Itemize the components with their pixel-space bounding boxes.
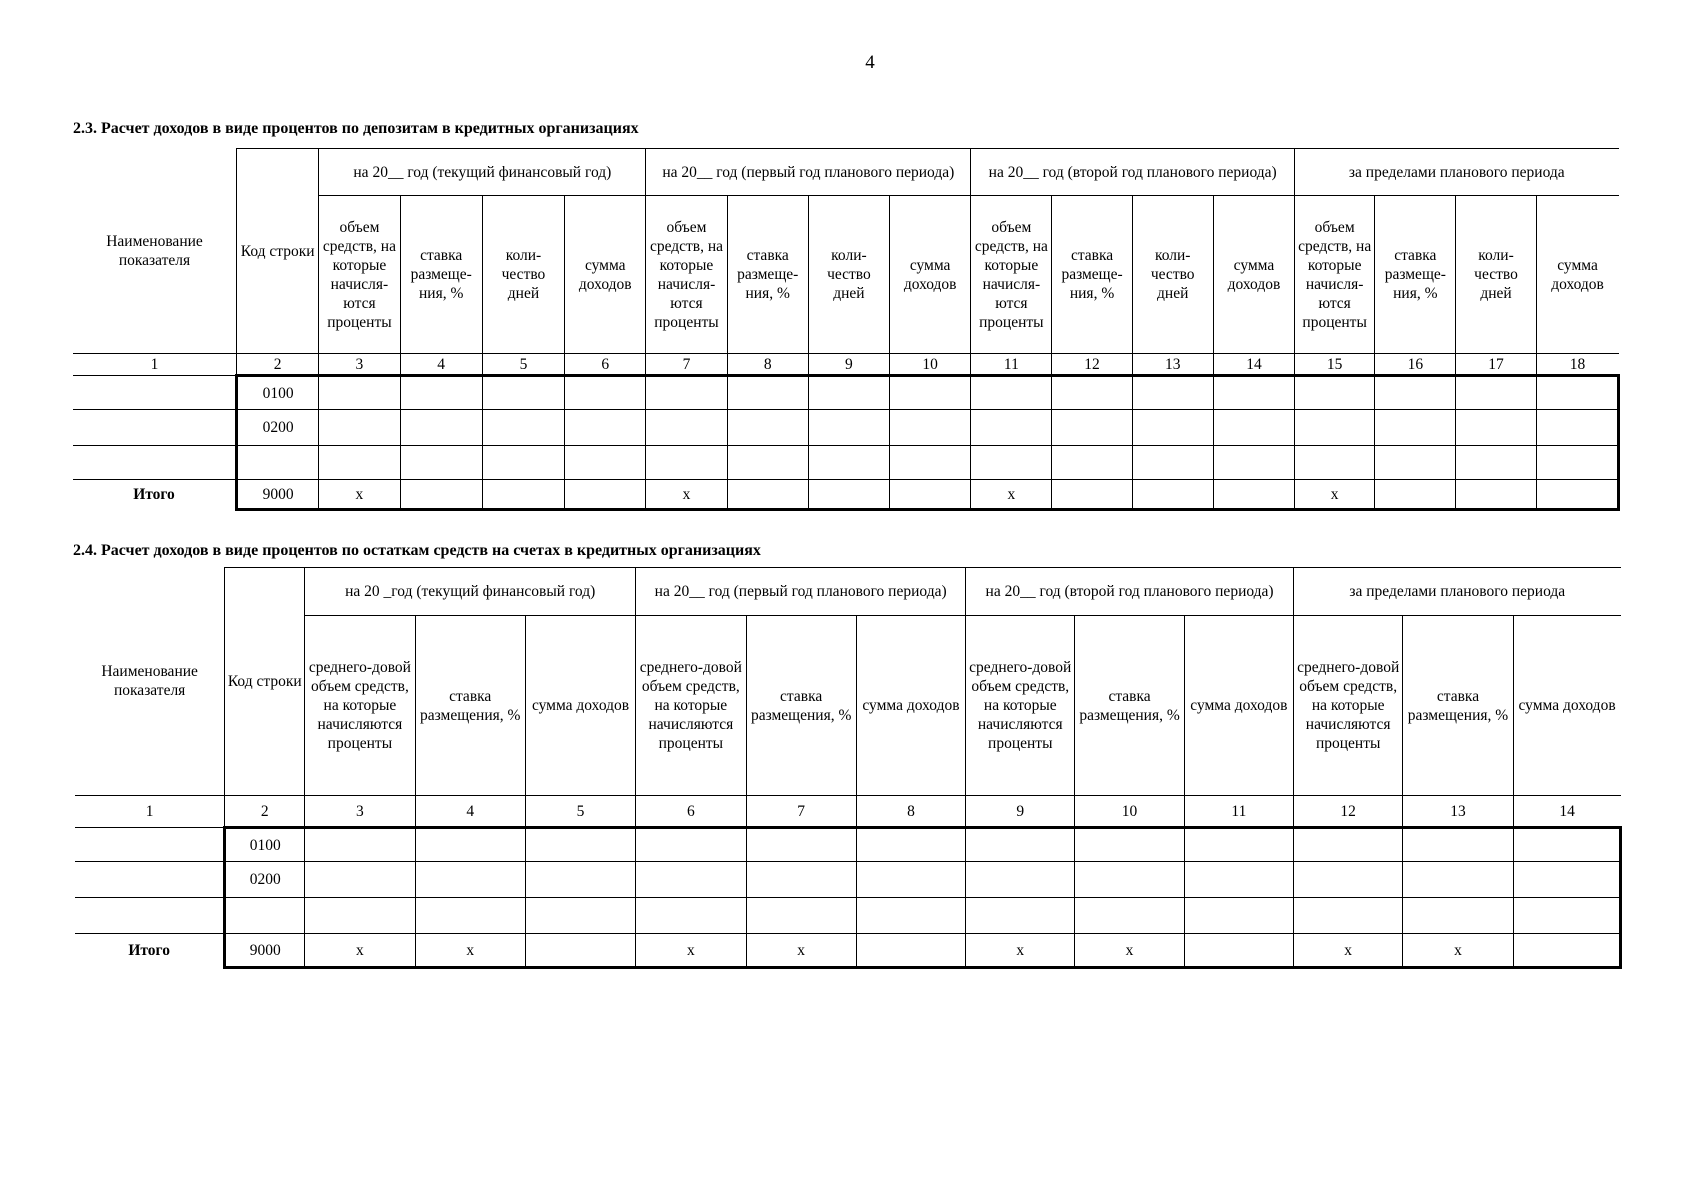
data-cell[interactable] <box>636 862 746 898</box>
header-days: коли-чество дней <box>808 196 889 354</box>
col-number: 4 <box>415 796 525 828</box>
data-cell[interactable] <box>305 828 415 862</box>
col-number: 7 <box>646 354 727 376</box>
header-rate: ставка размещения, % <box>415 616 525 796</box>
data-cell[interactable] <box>1536 480 1618 510</box>
data-cell[interactable] <box>636 898 746 934</box>
data-cell[interactable] <box>1213 410 1294 446</box>
row-code-cell <box>225 898 305 934</box>
col-number: 2 <box>237 354 319 376</box>
data-cell[interactable] <box>1075 898 1184 934</box>
data-cell[interactable] <box>1213 446 1294 480</box>
header-period-second: на 20__ год (второй год планового периода) <box>971 149 1295 196</box>
data-cell[interactable] <box>1513 898 1620 934</box>
col-number: 6 <box>565 354 646 376</box>
data-cell[interactable] <box>1184 934 1293 968</box>
col-number: 8 <box>727 354 808 376</box>
data-cell[interactable] <box>1513 828 1620 862</box>
header-rate: ставка размещения, % <box>1403 616 1513 796</box>
col-number: 10 <box>1075 796 1184 828</box>
x-mark: x <box>319 480 400 510</box>
data-cell[interactable] <box>1536 410 1618 446</box>
data-cell[interactable] <box>415 862 525 898</box>
x-mark: x <box>646 480 727 510</box>
header-rate: ставка размеще-ния, % <box>1375 196 1456 354</box>
section-2-3-title: 2.3. Расчет доходов в виде процентов по депозитам в кредитных организациях <box>73 120 639 137</box>
data-cell[interactable] <box>727 446 808 480</box>
header-volume: объем средств, на которые начисля-ются проценты <box>646 196 727 354</box>
data-cell[interactable] <box>525 828 635 862</box>
data-cell[interactable] <box>565 376 646 410</box>
data-cell[interactable] <box>400 480 482 510</box>
data-cell[interactable] <box>890 480 971 510</box>
data-cell[interactable] <box>1536 446 1618 480</box>
data-cell[interactable] <box>1294 828 1403 862</box>
data-cell[interactable] <box>1132 410 1213 446</box>
data-cell[interactable] <box>1075 828 1184 862</box>
col-number: 16 <box>1375 354 1456 376</box>
col-number: 18 <box>1536 354 1618 376</box>
data-cell[interactable] <box>890 376 971 410</box>
header-volume: объем средств, на которые начисля-ются проценты <box>971 196 1052 354</box>
row-name-cell[interactable] <box>73 376 237 410</box>
col-number: 17 <box>1456 354 1536 376</box>
data-cell[interactable] <box>1403 828 1513 862</box>
data-cell[interactable] <box>727 376 808 410</box>
row-code-cell: 0200 <box>237 410 319 446</box>
header-period-current: на 20 _год (текущий финансовый год) <box>305 568 636 616</box>
data-cell[interactable] <box>482 446 564 480</box>
data-cell[interactable] <box>890 446 971 480</box>
data-cell[interactable] <box>305 862 415 898</box>
col-number: 7 <box>746 796 856 828</box>
col-number: 13 <box>1132 354 1213 376</box>
header-rate: ставка размещения, % <box>1075 616 1184 796</box>
data-cell[interactable] <box>746 898 856 934</box>
header-volume: среднего-довой объем средств, на которые начисляются проценты <box>305 616 415 796</box>
data-cell[interactable] <box>856 828 965 862</box>
col-number: 2 <box>225 796 305 828</box>
col-number: 13 <box>1403 796 1513 828</box>
table-row <box>73 446 1619 480</box>
data-cell[interactable] <box>971 410 1052 446</box>
header-period-beyond: за пределами планового периода <box>1294 568 1621 616</box>
row-code-cell: 0100 <box>225 828 305 862</box>
col-number: 12 <box>1052 354 1132 376</box>
header-indicator-name: Наименование показателя <box>73 149 237 354</box>
x-mark: x <box>1294 934 1403 968</box>
header-days: коли-чество дней <box>1132 196 1213 354</box>
data-cell[interactable] <box>1184 898 1293 934</box>
col-number: 9 <box>808 354 889 376</box>
row-name-cell[interactable] <box>73 446 237 480</box>
col-number: 14 <box>1513 796 1620 828</box>
data-cell[interactable] <box>319 376 400 410</box>
row-code-cell <box>237 446 319 480</box>
data-cell[interactable] <box>1052 376 1132 410</box>
col-number: 15 <box>1295 354 1375 376</box>
col-number: 1 <box>75 796 225 828</box>
total-row <box>75 934 1621 968</box>
data-cell[interactable] <box>1536 376 1618 410</box>
header-days: коли-чество дней <box>1456 196 1536 354</box>
x-mark: x <box>1403 934 1513 968</box>
data-cell[interactable] <box>971 376 1052 410</box>
data-cell[interactable] <box>319 446 400 480</box>
data-cell[interactable] <box>400 376 482 410</box>
data-cell[interactable] <box>636 828 746 862</box>
header-rate: ставка размеще-ния, % <box>727 196 808 354</box>
x-mark: x <box>305 934 415 968</box>
data-cell[interactable] <box>746 862 856 898</box>
data-cell[interactable] <box>565 480 646 510</box>
row-code-cell: 0100 <box>237 376 319 410</box>
data-cell[interactable] <box>1132 376 1213 410</box>
col-number: 11 <box>1184 796 1293 828</box>
data-cell[interactable] <box>1375 480 1456 510</box>
header-income: сумма доходов <box>1184 616 1293 796</box>
data-cell[interactable] <box>1375 410 1456 446</box>
col-number: 5 <box>482 354 564 376</box>
data-cell[interactable] <box>1456 410 1536 446</box>
data-cell[interactable] <box>1403 862 1513 898</box>
data-cell[interactable] <box>415 828 525 862</box>
total-code: 9000 <box>225 934 305 968</box>
data-cell[interactable] <box>1513 862 1620 898</box>
data-cell[interactable] <box>808 480 889 510</box>
x-mark: x <box>1295 480 1375 510</box>
data-cell[interactable] <box>565 410 646 446</box>
table-row <box>73 376 1619 410</box>
data-cell[interactable] <box>1184 862 1293 898</box>
table-row <box>75 898 1621 934</box>
data-cell[interactable] <box>1295 410 1375 446</box>
header-row-code: Код строки <box>237 149 319 354</box>
col-number: 11 <box>971 354 1052 376</box>
col-number: 9 <box>966 796 1075 828</box>
data-cell[interactable] <box>525 898 635 934</box>
data-cell[interactable] <box>966 828 1075 862</box>
col-number: 4 <box>400 354 482 376</box>
account-balances-interest-table <box>75 567 1622 969</box>
data-cell[interactable] <box>746 828 856 862</box>
header-rate: ставка размеще-ния, % <box>400 196 482 354</box>
data-cell[interactable] <box>646 446 727 480</box>
data-cell[interactable] <box>1375 376 1456 410</box>
col-number: 8 <box>856 796 965 828</box>
x-mark: x <box>636 934 746 968</box>
total-label: Итого <box>73 480 237 510</box>
data-cell[interactable] <box>1294 898 1403 934</box>
total-label: Итого <box>75 934 225 968</box>
data-cell[interactable] <box>1052 446 1132 480</box>
col-number: 12 <box>1294 796 1403 828</box>
header-days: коли-чество дней <box>482 196 564 354</box>
header-income: сумма доходов <box>1513 616 1620 796</box>
data-cell[interactable] <box>1075 862 1184 898</box>
data-cell[interactable] <box>482 376 564 410</box>
data-cell[interactable] <box>1295 446 1375 480</box>
x-mark: x <box>966 934 1075 968</box>
data-cell[interactable] <box>1132 480 1213 510</box>
data-cell[interactable] <box>1456 480 1536 510</box>
x-mark: x <box>746 934 856 968</box>
data-cell[interactable] <box>415 898 525 934</box>
col-number: 10 <box>890 354 971 376</box>
col-number: 3 <box>305 796 415 828</box>
header-rate: ставка размеще-ния, % <box>1052 196 1132 354</box>
data-cell[interactable] <box>1294 862 1403 898</box>
table-row <box>75 862 1621 898</box>
row-name-cell[interactable] <box>75 898 225 934</box>
header-period-second: на 20__ год (второй год планового периода) <box>966 568 1294 616</box>
data-cell[interactable] <box>482 480 564 510</box>
data-cell[interactable] <box>1456 376 1536 410</box>
total-row <box>73 480 1619 510</box>
header-income: сумма доходов <box>525 616 635 796</box>
section-2-4-title: 2.4. Расчет доходов в виде процентов по остаткам средств на счетах в кредитных организациях <box>73 542 761 559</box>
col-number: 14 <box>1213 354 1294 376</box>
x-mark: x <box>415 934 525 968</box>
header-volume: среднего-довой объем средств, на которые начисляются проценты <box>1294 616 1403 796</box>
data-cell[interactable] <box>1456 446 1536 480</box>
col-number: 6 <box>636 796 746 828</box>
data-cell[interactable] <box>1052 480 1132 510</box>
data-cell[interactable] <box>1513 934 1620 968</box>
col-number: 5 <box>525 796 635 828</box>
x-mark: x <box>1075 934 1184 968</box>
data-cell[interactable] <box>890 410 971 446</box>
x-mark: x <box>971 480 1052 510</box>
data-cell[interactable] <box>1403 898 1513 934</box>
data-cell[interactable] <box>966 862 1075 898</box>
header-period-first: на 20__ год (первый год планового периода) <box>636 568 966 616</box>
header-volume: среднего-довой объем средств, на которые начисляются проценты <box>966 616 1075 796</box>
deposits-interest-table <box>73 148 1620 511</box>
col-number: 1 <box>73 354 237 376</box>
row-code-cell: 0200 <box>225 862 305 898</box>
data-cell[interactable] <box>808 376 889 410</box>
data-cell[interactable] <box>305 898 415 934</box>
data-cell[interactable] <box>856 862 965 898</box>
header-row-code: Код строки <box>225 568 305 796</box>
data-cell[interactable] <box>1132 446 1213 480</box>
data-cell[interactable] <box>319 410 400 446</box>
header-income: сумма доходов <box>1536 196 1618 354</box>
data-cell[interactable] <box>1375 446 1456 480</box>
data-cell[interactable] <box>1295 376 1375 410</box>
header-income: сумма доходов <box>856 616 965 796</box>
header-volume: среднего-довой объем средств, на которые начисляются проценты <box>636 616 746 796</box>
data-cell[interactable] <box>727 480 808 510</box>
header-volume: объем средств, на которые начисля-ются проценты <box>1295 196 1375 354</box>
header-period-first: на 20__ год (первый год планового периода) <box>646 149 971 196</box>
header-period-current: на 20__ год (текущий финансовый год) <box>319 149 646 196</box>
header-income: сумма доходов <box>890 196 971 354</box>
data-cell[interactable] <box>1052 410 1132 446</box>
data-cell[interactable] <box>1184 828 1293 862</box>
col-number: 3 <box>319 354 400 376</box>
data-cell[interactable] <box>856 898 965 934</box>
total-code: 9000 <box>237 480 319 510</box>
row-name-cell[interactable] <box>75 862 225 898</box>
header-income: сумма доходов <box>1213 196 1294 354</box>
data-cell[interactable] <box>646 410 727 446</box>
data-cell[interactable] <box>808 446 889 480</box>
data-cell[interactable] <box>646 376 727 410</box>
row-name-cell[interactable] <box>75 828 225 862</box>
header-income: сумма доходов <box>565 196 646 354</box>
data-cell[interactable] <box>966 898 1075 934</box>
data-cell[interactable] <box>1213 480 1294 510</box>
data-cell[interactable] <box>525 862 635 898</box>
data-cell[interactable] <box>856 934 965 968</box>
header-indicator-name: Наименование показателя <box>75 568 225 796</box>
data-cell[interactable] <box>400 410 482 446</box>
data-cell[interactable] <box>525 934 635 968</box>
data-cell[interactable] <box>971 446 1052 480</box>
table-row <box>73 410 1619 446</box>
header-rate: ставка размещения, % <box>746 616 856 796</box>
page-number: 4 <box>865 52 875 73</box>
data-cell[interactable] <box>1213 376 1294 410</box>
data-cell[interactable] <box>727 410 808 446</box>
data-cell[interactable] <box>808 410 889 446</box>
header-period-beyond: за пределами планового периода <box>1295 149 1619 196</box>
data-cell[interactable] <box>565 446 646 480</box>
data-cell[interactable] <box>400 446 482 480</box>
header-volume: объем средств, на которые начисля-ются проценты <box>319 196 400 354</box>
table-row <box>75 828 1621 862</box>
row-name-cell[interactable] <box>73 410 237 446</box>
data-cell[interactable] <box>482 410 564 446</box>
